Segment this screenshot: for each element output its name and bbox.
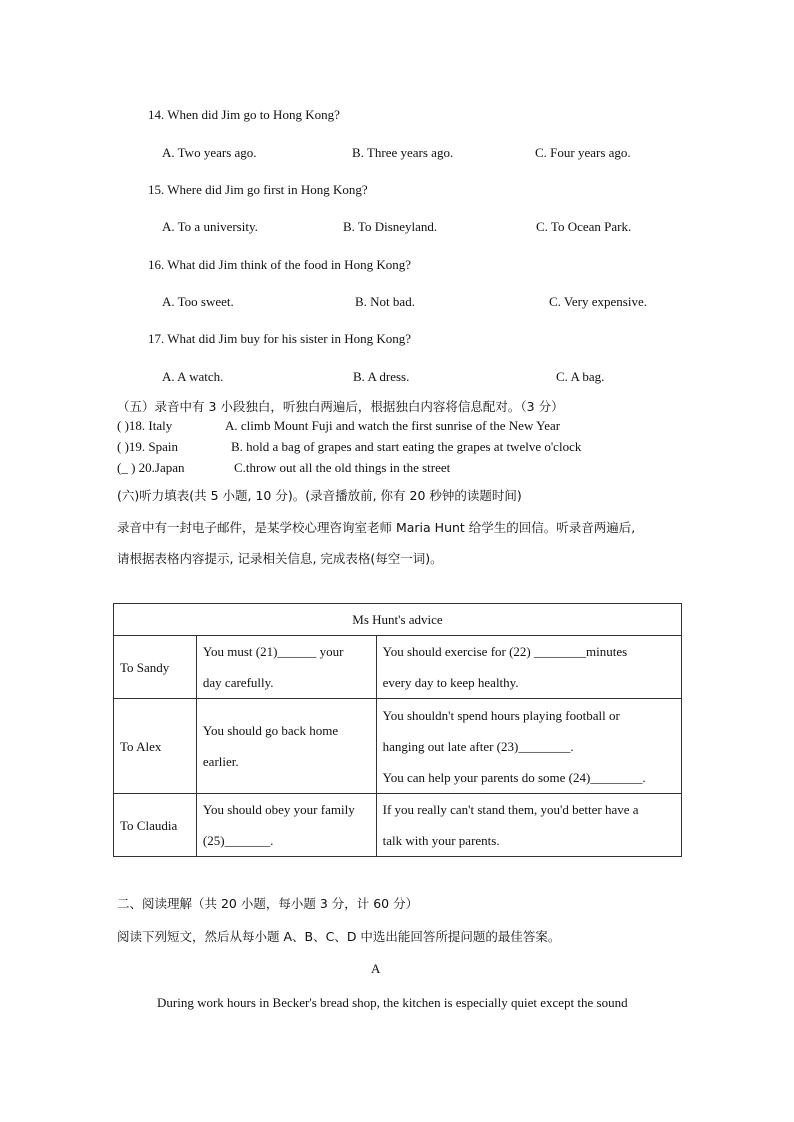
section-5-title: （五）录音中有 3 小段独白，听独白两遍后，根据独白内容将信息配对。（3 分）: [117, 399, 564, 414]
advice-line: You can help your parents do some (24)________.: [382, 769, 646, 785]
section-6-title: (六)听力填表(共 5 小题, 10 分)。(录音播放前, 你有 20 秒钟的读题时间): [117, 488, 522, 503]
option-c: C. Very expensive.: [549, 294, 647, 309]
advice-line: You shouldn't spend hours playing football or: [382, 707, 620, 723]
row-advice-2: [376, 636, 681, 699]
advice-line: You should exercise for (22) ________minutes: [382, 644, 628, 659]
row-name: To Alex: [114, 699, 197, 794]
row-name: To Claudia: [114, 794, 197, 857]
option-a: A. Too sweet.: [162, 294, 234, 309]
advice-table: [113, 603, 682, 857]
table-row: [114, 699, 682, 794]
advice-line: If you really can't stand them, you'd better have a: [382, 802, 639, 817]
reading-instruction: 阅读下列短文，然后从每小题 A、B、C、D 中选出能回答所提问题的最佳答案。: [117, 929, 561, 944]
row-name: To Sandy: [114, 636, 197, 699]
option-b: B. To Disneyland.: [343, 219, 438, 234]
passage-label: A: [371, 961, 381, 976]
match-item-20: (_ ) 20.Japan: [117, 460, 185, 475]
row-advice-2: [376, 699, 681, 794]
question-text: 15. Where did Jim go first in Hong Kong?: [148, 182, 368, 197]
table-row: [114, 794, 682, 857]
row-advice-1: [196, 794, 376, 857]
option-c: C. Four years ago.: [535, 145, 631, 160]
row-advice-1: [196, 636, 376, 699]
advice-line: every day to keep healthy.: [382, 675, 519, 690]
section-6-intro-2: 请根据表格内容提示, 记录相关信息, 完成表格(每空一词)。: [117, 551, 443, 566]
match-item-19: ( )19. Spain: [117, 439, 179, 454]
table-header: Ms Hunt's advice: [114, 604, 682, 636]
advice-line: talk with your parents.: [382, 833, 500, 848]
match-option-c: C.throw out all the old things in the street: [234, 460, 451, 475]
advice-line: day carefully.: [202, 675, 274, 690]
passage-first-line: During work hours in Becker's bread shop, the kitchen is especially quiet except the sound: [157, 995, 628, 1010]
row-advice-2: [376, 794, 681, 857]
table-row: [114, 636, 682, 699]
section-6-intro-1: 录音中有一封电子邮件，是某学校心理咨询室老师 Maria Hunt 给学生的回信。听录音两遍后,: [117, 520, 636, 535]
option-a: A. To a university.: [162, 219, 258, 234]
option-c: C. To Ocean Park.: [536, 219, 632, 234]
question-text: 17. What did Jim buy for his sister in Hong Kong?: [148, 331, 411, 346]
table-header-row: [114, 604, 682, 636]
advice-line: You should obey your family: [202, 802, 355, 817]
match-item-18: ( )18. Italy: [117, 418, 173, 433]
match-option-a: A. climb Mount Fuji and watch the first sunrise of the New Year: [225, 418, 561, 433]
reading-title: 二、阅读理解（共 20 小题，每小题 3 分，计 60 分）: [117, 896, 419, 911]
advice-line: You should go back home: [202, 723, 339, 738]
option-b: B. Not bad.: [355, 294, 415, 309]
option-b: B. A dress.: [353, 369, 410, 384]
question-text: 14. When did Jim go to Hong Kong?: [148, 107, 340, 122]
advice-line: hanging out late after (23)________.: [382, 738, 574, 754]
option-a: A. A watch.: [162, 369, 224, 384]
option-b: B. Three years ago.: [352, 145, 454, 160]
option-a: A. Two years ago.: [162, 145, 257, 160]
advice-line: You must (21)______ your: [202, 644, 344, 659]
advice-line: earlier.: [202, 754, 239, 769]
match-option-b: B. hold a bag of grapes and start eating the grapes at twelve o'clock: [231, 439, 582, 454]
question-text: 16. What did Jim think of the food in Hong Kong?: [148, 257, 411, 272]
row-advice-1: [196, 699, 376, 794]
advice-line: (25)_______.: [202, 833, 274, 848]
option-c: C. A bag.: [556, 369, 605, 384]
